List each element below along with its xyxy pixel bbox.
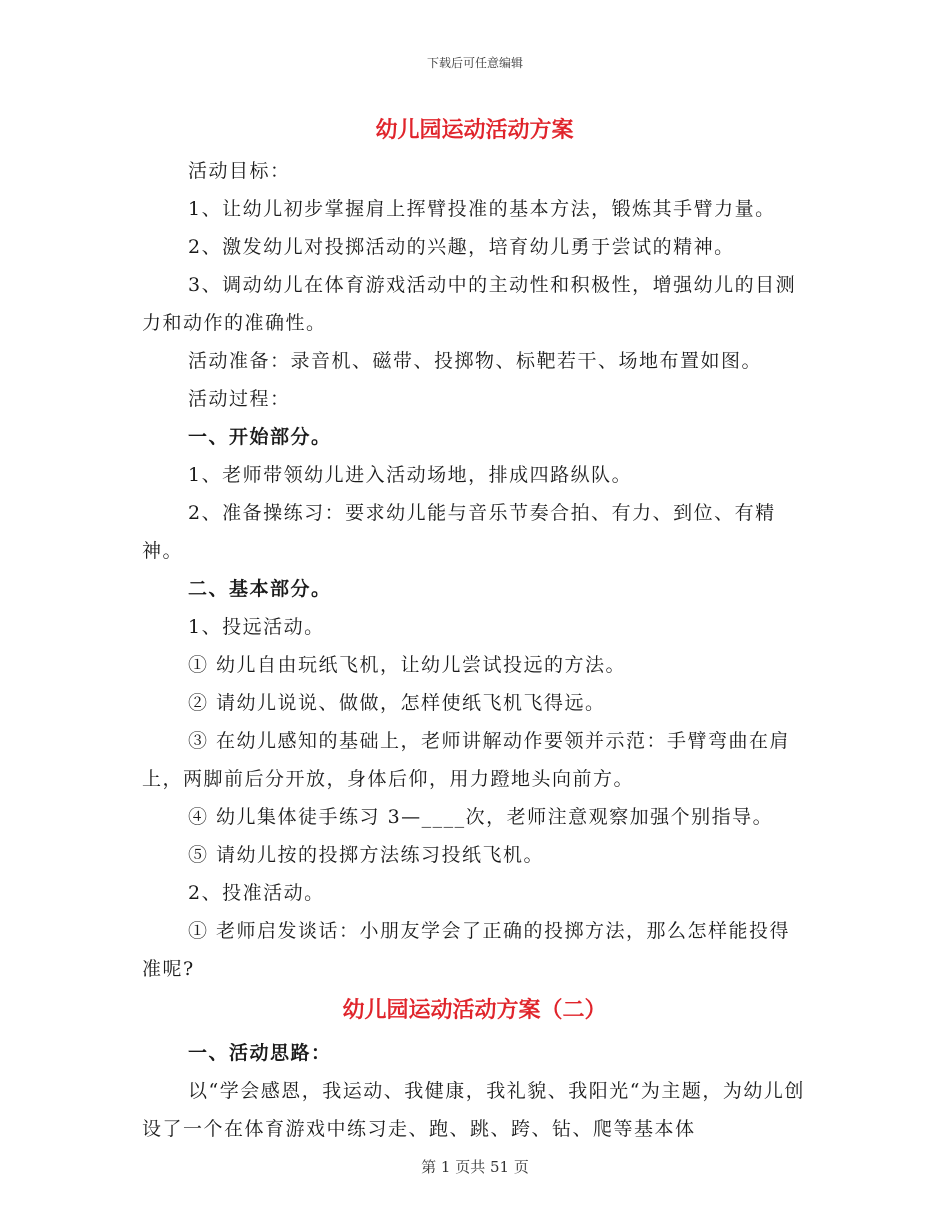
section-heading: 二、基本部分。: [188, 578, 332, 600]
paragraph: 3、调动幼儿在体育游戏活动中的主动性和积极性，增强幼儿的目测力和动作的准确性。: [142, 274, 797, 334]
paragraph: 1、老师带领幼儿进入活动场地，排成四路纵队。: [188, 464, 633, 486]
paragraph: 以“学会感恩，我运动、我健康，我礼貌、我阳光“为主题，为幼儿创设了一个在体育游戏中练习走、跑、跳、跨、钻、爬等基本体: [142, 1080, 805, 1140]
paragraph-activity-prep: 活动准备：录音机、磁带、投掷物、标靶若干、场地布置如图。: [188, 350, 763, 372]
document-body: [142, 110, 807, 1148]
paragraph: ⑤ 请幼儿按的投掷方法练习投纸飞机。: [188, 844, 545, 866]
paragraph: ③ 在幼儿感知的基础上，老师讲解动作要领并示范：手臂弯曲在肩上，两脚前后分开放，身体后仰，用力蹬地头向前方。: [142, 730, 791, 790]
paragraph: 1、投远活动。: [188, 616, 325, 638]
paragraph-activity-goals: 活动目标：: [188, 160, 291, 182]
document-title-2: 幼儿园运动活动方案（二）: [342, 997, 607, 1023]
paragraph-activity-process: 活动过程：: [188, 388, 291, 410]
page-footer: 第 1 页共 51 页: [421, 1158, 529, 1176]
section-heading: 一、活动思路：: [188, 1042, 332, 1064]
paragraph: 2、投准活动。: [188, 882, 325, 904]
section-heading: 一、开始部分。: [188, 426, 332, 448]
paragraph: ④ 幼儿集体徒手练习 3—____次，老师注意观察加强个别指导。: [188, 806, 774, 828]
page-header: 下载后可任意编辑: [426, 56, 523, 70]
document-title: 幼儿园运动活动方案: [375, 117, 574, 143]
paragraph: 2、准备操练习：要求幼儿能与音乐节奏合拍、有力、到位、有精神。: [142, 502, 776, 562]
paragraph: ① 幼儿自由玩纸飞机，让幼儿尝试投远的方法。: [188, 654, 627, 676]
paragraph: ② 请幼儿说说、做做，怎样使纸飞机飞得远。: [188, 692, 606, 714]
paragraph: ① 老师启发谈话：小朋友学会了正确的投掷方法，那么怎样能投得准呢?: [142, 920, 791, 980]
paragraph: 2、激发幼儿对投掷活动的兴趣，培育幼儿勇于尝试的精神。: [188, 236, 735, 258]
paragraph: 1、让幼儿初步掌握肩上挥臂投准的基本方法，锻炼其手臂力量。: [188, 198, 776, 220]
